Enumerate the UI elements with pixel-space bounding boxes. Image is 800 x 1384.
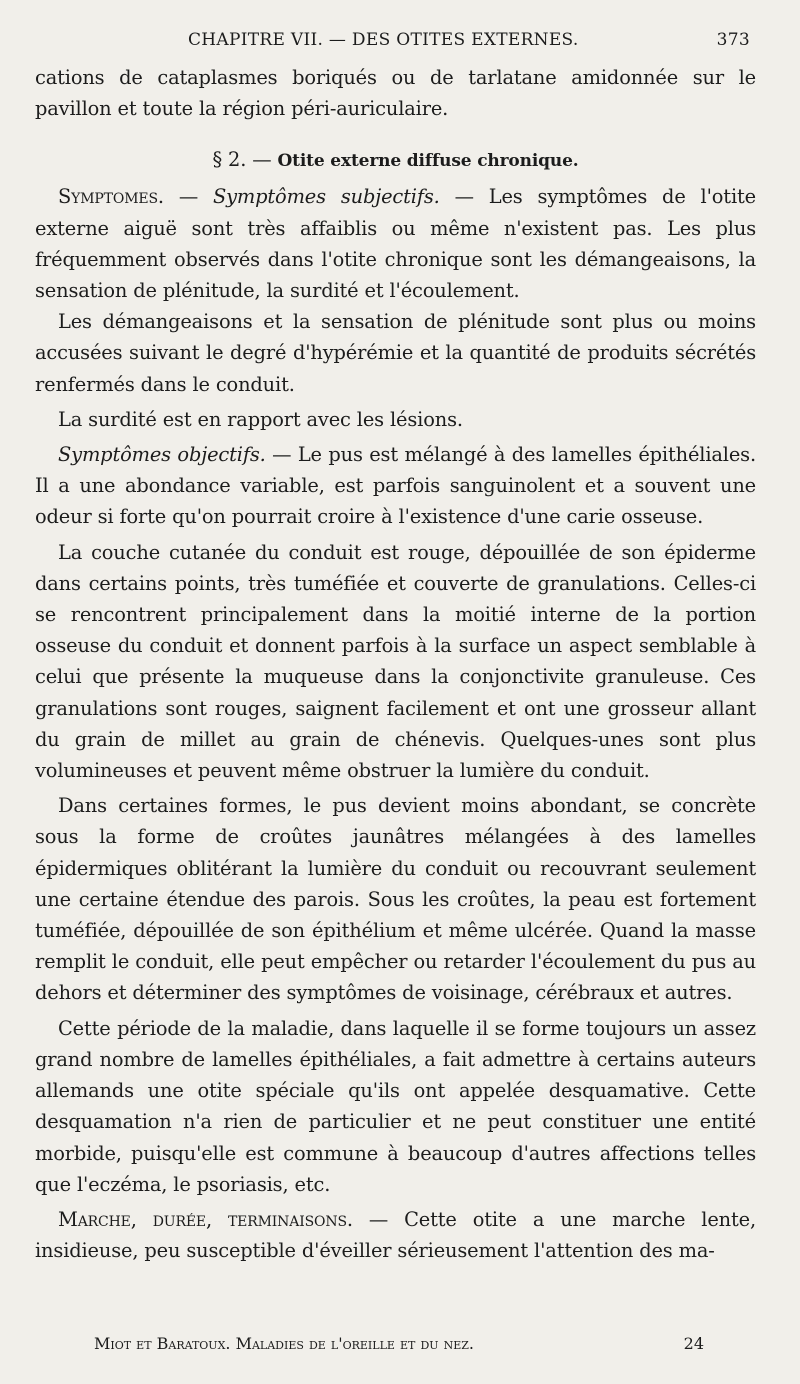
section-heading	[35, 146, 756, 175]
paragraph-course	[35, 1204, 756, 1266]
page-body	[35, 62, 756, 1266]
paragraph: La surdité est en rapport avec les lésions.	[58, 407, 463, 431]
paragraph-symptoms-subjective	[35, 181, 756, 306]
section-title: Otite externe diffuse chronique.	[277, 151, 579, 172]
heading-symptomes: Symptomes.	[58, 185, 164, 209]
subheading-subjective: Symptômes subjectifs.	[212, 185, 440, 209]
paragraph-text: — Cette otite a une marche lente, insidieuse, peu susceptible d'éveiller sérieusement l'attention des ma-	[35, 1207, 756, 1263]
subheading-objective: Symptômes objectifs.	[58, 443, 266, 467]
paragraph: Cette période de la maladie, dans laquelle il se forme toujours un assez grand nombre de lamelles épithéliales, a fait admettre à certains auteurs allemands une otite spéciale qu'ils ont appelée desquamative. Cette desquamation n'a rien de particulier et ne peut constituer une entité morbide, puisqu'elle est commune à beaucoup d'autres affections telles que l'eczéma, le psoriasis, etc.	[35, 1016, 756, 1196]
running-title: CHAPITRE VII. — DES OTITES EXTERNES.	[188, 30, 579, 50]
page-number: 373	[716, 30, 750, 50]
paragraph-symptoms-objective	[35, 439, 756, 533]
footer-note: Miot et Baratoux. Maladies de l'oreille et du nez.	[94, 1334, 475, 1353]
paragraph-text: — Le pus est mélangé à des lamelles épithéliales. Il a une abondance variable, est parfois sanguinolent et a souvent une odeur si forte qu'on pourrait croire à l'existence d'une carie osseuse.	[35, 443, 756, 529]
running-header	[100, 30, 750, 60]
paragraph-text: — Les symptômes de l'otite externe aiguë sont très affaiblis ou même n'existent pas. Les plus fréquemment observés dans l'otite chronique sont les démangeaisons, la sensation de plénitude, la surdité et l'écoulement.	[35, 185, 756, 303]
signature-mark: 24	[683, 1334, 704, 1353]
heading-marche: Marche, durée, terminaisons.	[58, 1207, 353, 1231]
paragraph: Les démangeaisons et la sensation de plénitude sont plus ou moins accusées suivant le degré d'hypérémie et la quantité de produits sécrétés renfermés dans le conduit.	[35, 310, 756, 396]
heading-separator: —	[163, 185, 213, 209]
section-number: § 2. —	[212, 148, 272, 172]
paragraph-continuation: cations de cataplasmes boriqués ou de tarlatane amidonnée sur le pavillon et toute la région péri-auriculaire.	[35, 66, 756, 121]
paragraph: Dans certaines formes, le pus devient moins abondant, se concrète sous la forme de croûtes jaunâtres mélangées à des lamelles épidermiques oblitérant la lumière du conduit ou recouvrant seulement une certaine étendue des parois. Sous les croûtes, la peau est fortement tuméfiée, dépouillée de son épithélium et même ulcérée. Quand la masse remplit le conduit, elle peut empêcher ou retarder l'écoulement du pus au dehors et déterminer des symptômes de voisinage, cérébraux et autres.	[35, 794, 756, 1005]
paragraph: La couche cutanée du conduit est rouge, dépouillée de son épiderme dans certains points, très tuméfiée et couverte de granulations. Celles-ci se rencontrent principalement dans la moitié interne de la portion osseuse du conduit et donnent parfois à la surface un aspect semblable à celui que présente la muqueuse dans la conjonctivite granuleuse. Ces granulations sont rouges, saignent facilement et ont une grosseur allant du grain de millet au grain de chénevis. Quelques-unes sont plus volumineuses et peuvent même obstruer la lumière du conduit.	[35, 540, 756, 783]
